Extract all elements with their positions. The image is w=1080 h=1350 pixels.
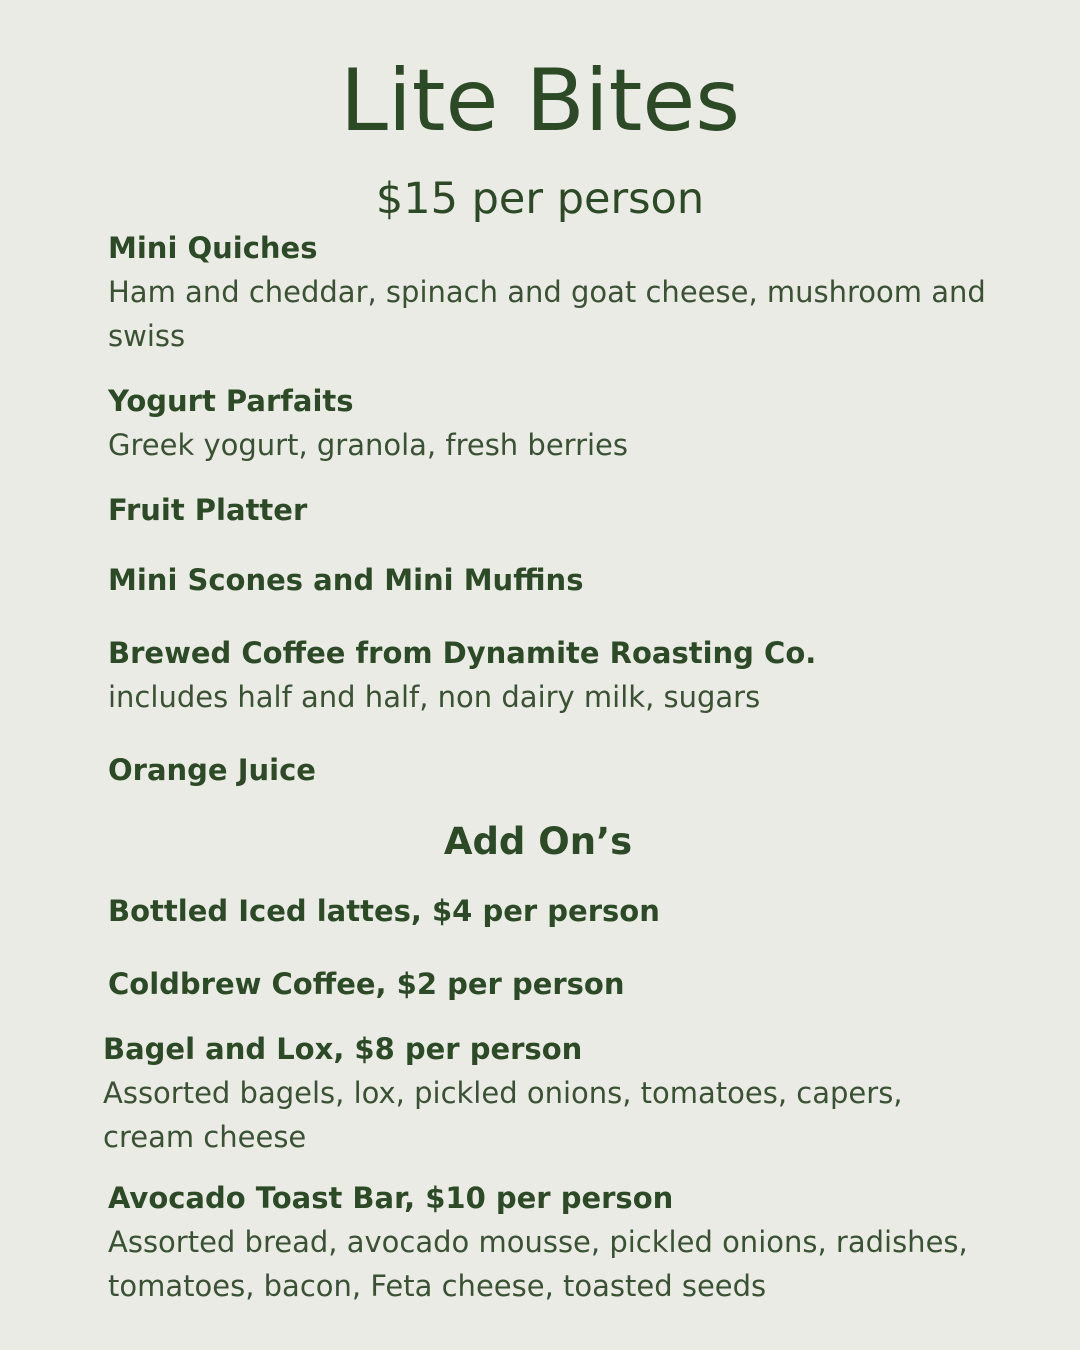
menu-price: $15 per person bbox=[375, 174, 705, 224]
menu-item-orange-juice bbox=[108, 748, 988, 792]
item-name: Mini Quiches bbox=[108, 231, 318, 265]
item-description: Assorted bread, avocado mousse, pickled onions, radishes, tomatoes, bacon, Feta cheese, toasted seeds bbox=[108, 1225, 968, 1303]
addons-title: Add On’s bbox=[443, 820, 633, 863]
item-name: Avocado Toast Bar, $10 per person bbox=[108, 1181, 674, 1215]
addon-item-bagel-lox bbox=[103, 1027, 983, 1159]
addon-item-coldbrew bbox=[108, 962, 1008, 1006]
menu-item-mini-quiches bbox=[108, 226, 988, 358]
addon-item-avocado-toast bbox=[108, 1176, 1008, 1308]
menu-title: Lite Bites bbox=[339, 51, 741, 151]
item-description: Greek yogurt, granola, fresh berries bbox=[108, 428, 629, 462]
menu-item-fruit-platter bbox=[108, 488, 988, 532]
item-description: Assorted bagels, lox, pickled onions, tomatoes, capers, cream cheese bbox=[103, 1076, 903, 1154]
addon-item-iced-lattes bbox=[108, 889, 1008, 933]
item-name: Orange Juice bbox=[108, 753, 316, 787]
item-name: Fruit Platter bbox=[108, 493, 308, 527]
menu-item-yogurt-parfaits bbox=[108, 379, 988, 467]
menu-item-scones-muffins bbox=[108, 558, 988, 602]
item-name: Coldbrew Coffee, $2 per person bbox=[108, 967, 625, 1001]
item-description: includes half and half, non dairy milk, sugars bbox=[108, 680, 761, 714]
item-name: Bagel and Lox, $8 per person bbox=[103, 1032, 583, 1066]
item-name: Mini Scones and Mini Muffins bbox=[108, 563, 584, 597]
item-name: Brewed Coffee from Dynamite Roasting Co. bbox=[108, 636, 817, 670]
menu-item-brewed-coffee bbox=[108, 631, 1008, 719]
item-description: Ham and cheddar, spinach and goat cheese, mushroom and swiss bbox=[108, 275, 986, 353]
item-name: Bottled Iced lattes, $4 per person bbox=[108, 894, 660, 928]
item-name: Yogurt Parfaits bbox=[108, 384, 354, 418]
